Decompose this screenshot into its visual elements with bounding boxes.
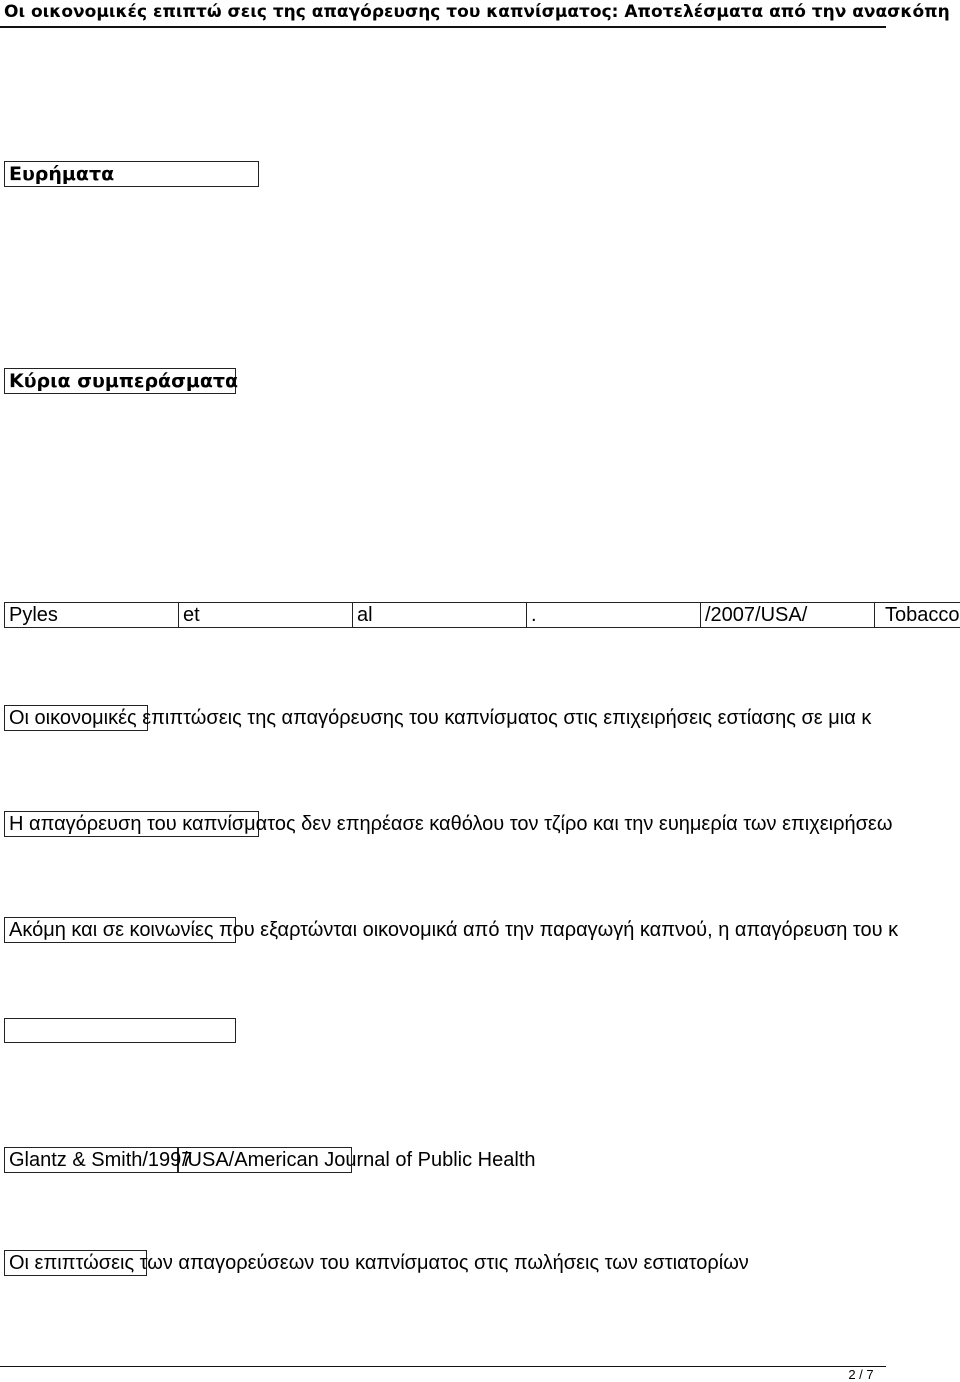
reference-cell-al: al bbox=[352, 602, 526, 628]
reference-cell-year-country: /2007/USA/ bbox=[700, 602, 874, 628]
findings-heading: Ευρήματα bbox=[9, 163, 115, 185]
header-rule bbox=[0, 26, 886, 28]
reference-cell-dot: . bbox=[526, 602, 700, 628]
page-number: 2 / 7 bbox=[848, 1367, 874, 1382]
empty-field-frame bbox=[4, 1018, 236, 1043]
study1-finding-2: Ακόμη και σε κοινωνίες που εξαρτώνται οικονομικά από την παραγωγή καπνού, η απαγόρευση του κ bbox=[9, 919, 899, 941]
reference-cell-et: et bbox=[178, 602, 352, 628]
reference-cell-journal: Tobacco bbox=[874, 602, 960, 628]
document-title: Οι οικονομικές επιπτώ σεις της απαγόρευσης του καπνίσματος: Αποτελέσματα από την ανασκόπη bbox=[4, 2, 950, 22]
study1-finding-1: Η απαγόρευση του καπνίσματος δεν επηρέασε καθόλου τον τζίρο και την ευημερία των επιχειρήσεω bbox=[9, 813, 893, 835]
footer-rule bbox=[0, 1366, 886, 1367]
study2-title: Οι επιπτώσεις των απαγορεύσεων του καπνίσματος στις πωλήσεις των εστιατορίων bbox=[9, 1252, 749, 1274]
conclusions-heading: Κύρια συμπεράσματα bbox=[9, 370, 239, 392]
study1-title: Οι οικονομικές επιπτώσεις της απαγόρευσης του καπνίσματος στις επιχειρήσεις εστίασης σε μια κ bbox=[9, 707, 872, 729]
study2-source: /USA/American Journal of Public Health bbox=[182, 1149, 536, 1171]
study2-author-year: Glantz & Smith/1997 bbox=[9, 1149, 193, 1171]
reference-cell-author: Pyles bbox=[4, 602, 178, 628]
